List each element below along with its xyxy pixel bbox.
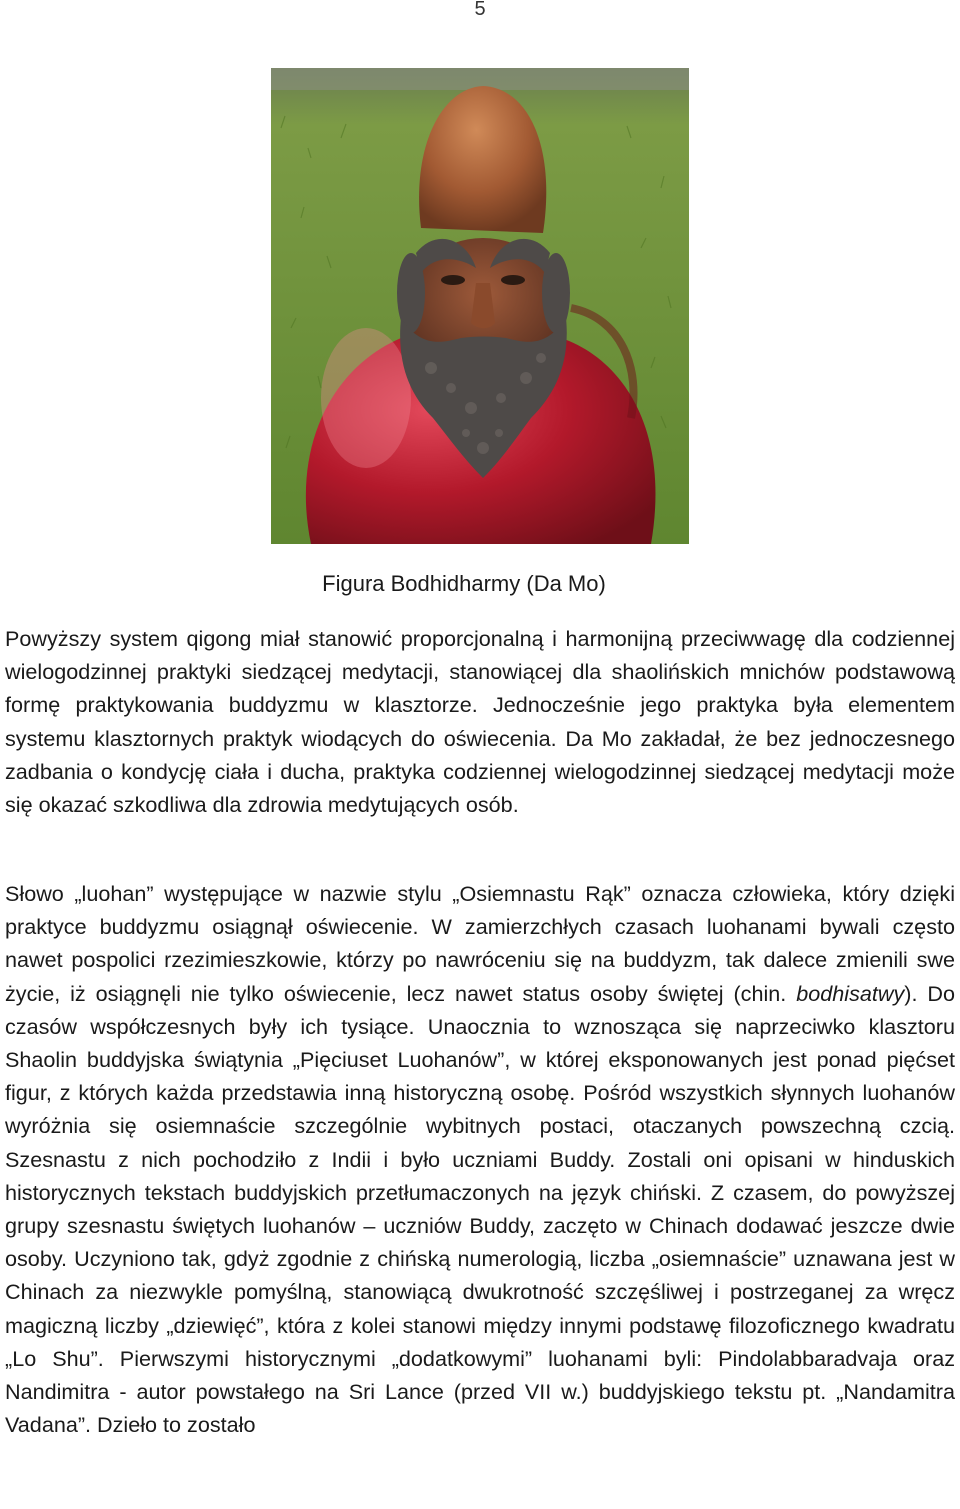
paragraph-2-text-b: ). Do czasów współczesnych były ich tysiące. Unaocznia to wznosząca się naprzeciwko klasztoru Shaolin buddyjska świątynia „Pięciuset Luohanów”, w której eksponowanych jest ponad pięćset figur, z których każda przedstawia inną historyczną osobę. Pośród wszystkich słynnych luohanów wyróżnia się osiemnaście szczególnie wybitnych postaci, otaczanych powszechną czcią. Szesnastu z nich pochodziło z Indii i było uczniami Buddy. Zostali oni opisani w hinduskich historycznych tekstach buddyjskich przetłumaczonych na język chiński. Z czasem, do powyższej grupy szesnastu świętych luohanów – uczniów Buddy, zaczęto w Chinach dodawać jeszcze dwie osoby. Uczyniono tak, gdyż zgodnie z chińską numerologią, liczba „osiemnaście” uznawana jest w Chinach za niezwykle pomyślną, stanowiącą dwukrotność szczęśliwej i postrzeganej za wręcz magiczną liczby „dziewięć”, która z kolei stanowi między innymi podstawę filozoficznego kwadratu „Lo Shu”. Pierwszymi historycznymi „dodatkowymi” luohanami byli: Pindolabbaradvaja oraz Nandimitra - autor powstałego na Sri Lance (przed VII w.) buddyjskiego tekstu pt. „Nandamitra Vadana”. Dzieło to zostało xyxy=(5,980,955,1438)
paragraph-2-italic-term: bodhisatwy xyxy=(796,980,905,1006)
page-number: 5 xyxy=(474,0,486,20)
figure-caption: Figura Bodhidharmy (Da Mo) xyxy=(322,571,606,596)
paragraph-1: Powyższy system qigong miał stanowić proporcjonalną i harmonijną przeciwwagę dla codziennej wielogodzinnej praktyki siedzącej medytacji, stanowiącej dla shaolińskich mnichów podstawową formę praktykowania buddyzmu w klasztorze. Jednocześnie jego praktyka była elementem systemu klasztornych praktyk wiodących do oświecenia. Da Mo zakładał, że bez jednoczesnego zadbania o kondycję ciała i ducha, praktyka codziennej wielogodzinnej siedzącej medytacji może się okazać szkodliwa dla zdrowia medytujących osób. xyxy=(5,626,955,818)
paragraph-2 xyxy=(5,877,955,1441)
paragraph-2-text-a: Słowo „luohan” występujące w nazwie stylu „Osiemnastu Rąk” oznacza człowieka, który dzięki praktyce buddyzmu osiągnął oświecenie. W zamierzchłych czasach luohanami bywali często nawet pospolici rzezimieszkowie, którzy po nawróceniu się na buddyzm, tak dalece zmienili swe życie, iż osiągnęli nie tylko oświecenie, lecz nawet status osoby świętej (chin. xyxy=(5,881,955,1006)
bodhidharma-statue-photo xyxy=(271,68,689,544)
